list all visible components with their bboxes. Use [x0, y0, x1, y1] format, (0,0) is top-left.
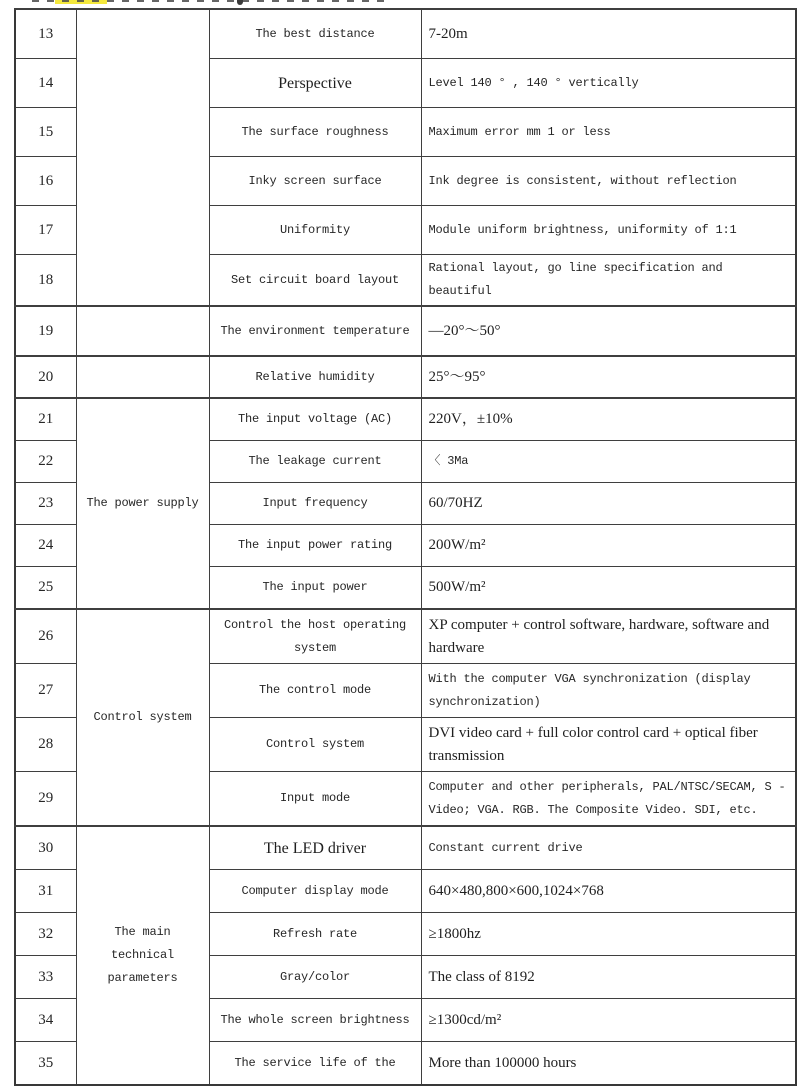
value-cell: 640×480,800×600,1024×768 — [421, 870, 796, 913]
parameter-cell: The service life of the — [209, 1042, 421, 1086]
parameter-cell: Inky screen surface — [209, 157, 421, 206]
parameter-cell: The input power — [209, 567, 421, 610]
value-cell: DVI video card + full color control card + optical fiber transmission — [421, 718, 796, 772]
row-number-cell: 16 — [15, 157, 76, 206]
cropped-text-fragments — [32, 0, 392, 2]
parameter-cell: The leakage current — [209, 441, 421, 483]
parameter-cell: Control system — [209, 718, 421, 772]
row-number-cell: 22 — [15, 441, 76, 483]
value-cell: 〈 3Ma — [421, 441, 796, 483]
table-row — [15, 826, 796, 870]
value-cell: 25°～95° — [421, 356, 796, 398]
row-number-cell: 34 — [15, 999, 76, 1042]
value-cell: Level 140 ° , 140 ° vertically — [421, 59, 796, 108]
parameter-cell: Uniformity — [209, 206, 421, 255]
row-number-cell: 25 — [15, 567, 76, 610]
parameter-cell: The whole screen brightness — [209, 999, 421, 1042]
parameter-cell: Relative humidity — [209, 356, 421, 398]
value-cell: ≥1800hz — [421, 913, 796, 956]
value-cell: Computer and other peripherals, PAL/NTSC/SECAM, S - Video; VGA. RGB. The Composite Video. SDI, etc. — [421, 772, 796, 827]
row-number-cell: 17 — [15, 206, 76, 255]
parameter-cell: The input power rating — [209, 525, 421, 567]
row-number-cell: 27 — [15, 664, 76, 718]
value-cell: Module uniform brightness, uniformity of 1:1 — [421, 206, 796, 255]
parameter-cell: Gray/color — [209, 956, 421, 999]
row-number-cell: 19 — [15, 306, 76, 356]
value-cell: 220V，±10% — [421, 398, 796, 441]
row-number-cell: 29 — [15, 772, 76, 827]
row-number-cell: 28 — [15, 718, 76, 772]
table-row — [15, 356, 796, 398]
row-number-cell: 14 — [15, 59, 76, 108]
row-number-cell: 15 — [15, 108, 76, 157]
row-number-cell: 24 — [15, 525, 76, 567]
row-number-cell: 33 — [15, 956, 76, 999]
value-cell: 200W/m² — [421, 525, 796, 567]
value-cell: More than 100000 hours — [421, 1042, 796, 1086]
row-number-cell: 20 — [15, 356, 76, 398]
value-cell: —20°～50° — [421, 306, 796, 356]
spec-table — [14, 8, 797, 1086]
category-cell — [76, 306, 209, 356]
value-cell: Constant current drive — [421, 826, 796, 870]
category-cell: The power supply — [76, 398, 209, 609]
parameter-cell: Control the host operating system — [209, 609, 421, 664]
value-cell: With the computer VGA synchronization (display synchronization) — [421, 664, 796, 718]
parameter-cell: Set circuit board layout — [209, 255, 421, 307]
row-number-cell: 21 — [15, 398, 76, 441]
parameter-cell: The input voltage (AC) — [209, 398, 421, 441]
value-cell: ≥1300cd/m² — [421, 999, 796, 1042]
parameter-cell: The surface roughness — [209, 108, 421, 157]
value-cell: Ink degree is consistent, without reflection — [421, 157, 796, 206]
table-row — [15, 9, 796, 59]
category-cell: The main technical parameters — [76, 826, 209, 1085]
row-number-cell: 13 — [15, 9, 76, 59]
parameter-cell: Input mode — [209, 772, 421, 827]
category-cell — [76, 9, 209, 306]
cropped-letter-descender — [237, 0, 243, 5]
parameter-cell: The LED driver — [209, 826, 421, 870]
category-cell — [76, 356, 209, 398]
parameter-cell: Perspective — [209, 59, 421, 108]
row-number-cell: 32 — [15, 913, 76, 956]
value-cell: Rational layout, go line specification and beautiful — [421, 255, 796, 307]
row-number-cell: 26 — [15, 609, 76, 664]
parameter-cell: Refresh rate — [209, 913, 421, 956]
row-number-cell: 18 — [15, 255, 76, 307]
row-number-cell: 31 — [15, 870, 76, 913]
parameter-cell: The environment temperature — [209, 306, 421, 356]
parameter-cell: The best distance — [209, 9, 421, 59]
row-number-cell: 23 — [15, 483, 76, 525]
row-number-cell: 35 — [15, 1042, 76, 1086]
table-row — [15, 398, 796, 441]
cropped-heading — [0, 0, 800, 8]
value-cell: Maximum error mm 1 or less — [421, 108, 796, 157]
value-cell: 60/70HZ — [421, 483, 796, 525]
parameter-cell: Input frequency — [209, 483, 421, 525]
value-cell: The class of 8192 — [421, 956, 796, 999]
category-cell: Control system — [76, 609, 209, 826]
parameter-cell: The control mode — [209, 664, 421, 718]
parameter-cell: Computer display mode — [209, 870, 421, 913]
value-cell: 500W/m² — [421, 567, 796, 610]
value-cell: 7-20m — [421, 9, 796, 59]
table-row — [15, 306, 796, 356]
table-row — [15, 609, 796, 664]
row-number-cell: 30 — [15, 826, 76, 870]
value-cell: XP computer + control software, hardware, software and hardware — [421, 609, 796, 664]
